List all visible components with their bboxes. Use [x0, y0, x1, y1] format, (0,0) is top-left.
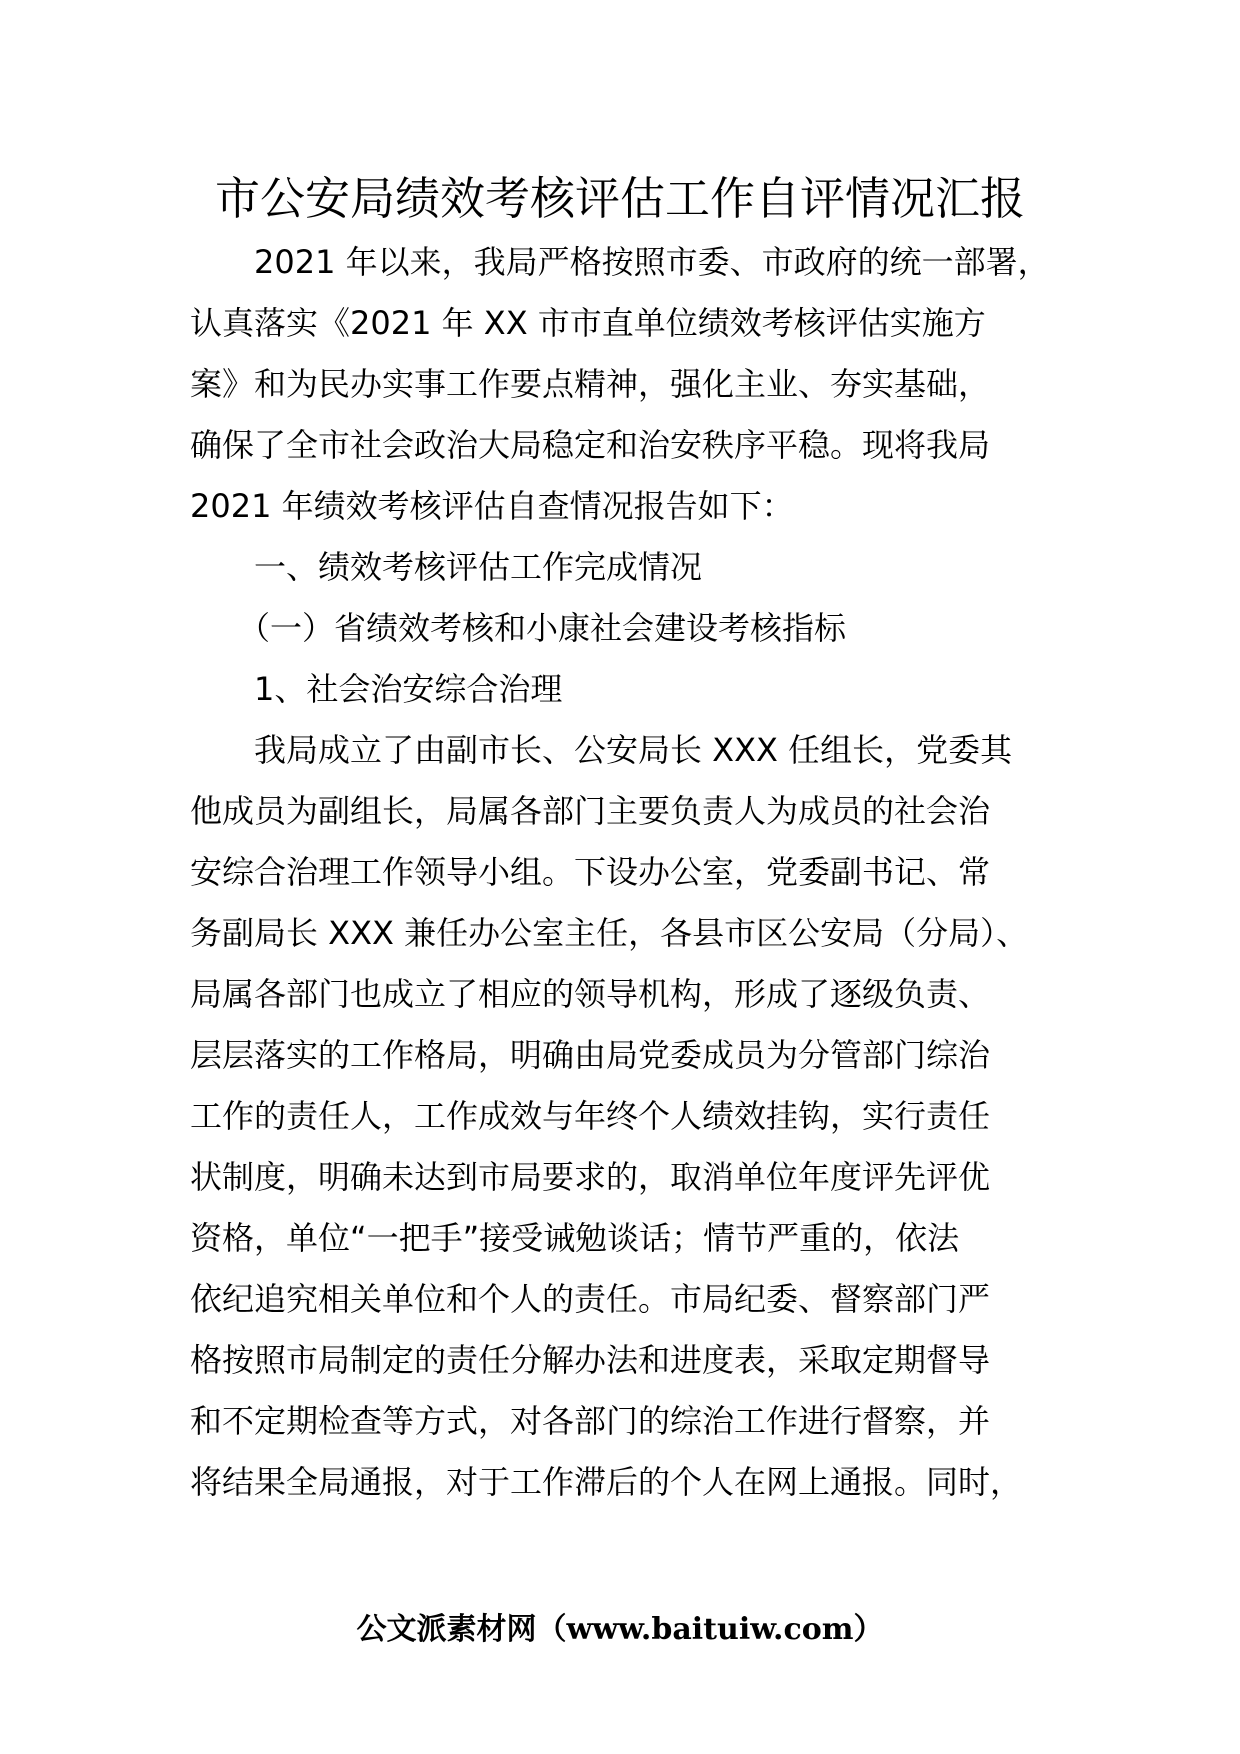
- body-line: 他成员为副组长，局属各部门主要负责人为成员的社会治: [190, 792, 991, 830]
- body-line: 状制度，明确未达到市局要求的，取消单位年度评先评优: [190, 1158, 991, 1196]
- body-line: 局属各部门也成立了相应的领导机构，形成了逐级负责、: [190, 975, 991, 1013]
- body-line: 2021 年以来，我局严格按照市委、市政府的统一部署，: [190, 243, 1050, 281]
- body-line: 资格，单位“一把手”接受诫勉谈话；情节严重的，依法: [190, 1219, 960, 1257]
- body-line: 2021 年绩效考核评估自查情况报告如下：: [190, 487, 794, 525]
- body-line: 认真落实《2021 年 XX 市市直单位绩效考核评估实施方: [190, 304, 986, 342]
- body-line: 我局成立了由副市长、公安局长 XXX 任组长，党委其: [190, 731, 1013, 769]
- subsection-heading: （一）省绩效考核和小康社会建设考核指标: [190, 609, 847, 647]
- body-line: 安综合治理工作领导小组。下设办公室，党委副书记、常: [190, 853, 991, 891]
- body-line: 格按照市局制定的责任分解办法和进度表，采取定期督导: [190, 1341, 991, 1379]
- body-line: 确保了全市社会政治大局稳定和治安秩序平稳。现将我局: [190, 426, 991, 464]
- watermark-footer: 公文派素材网（www.baituiw.com）: [356, 1612, 884, 1647]
- body-line: 工作的责任人，工作成效与年终个人绩效挂钩，实行责任: [190, 1097, 991, 1135]
- body-line: 依纪追究相关单位和个人的责任。市局纪委、督察部门严: [190, 1280, 991, 1318]
- body-line: 案》和为民办实事工作要点精神，强化主业、夯实基础，: [190, 365, 991, 403]
- document-title: 市公安局绩效考核评估工作自评情况汇报: [214, 172, 1025, 225]
- body-line: 层层落实的工作格局，明确由局党委成员为分管部门综治: [190, 1036, 991, 1074]
- body-line: 和不定期检查等方式，对各部门的综治工作进行督察，并: [190, 1402, 991, 1440]
- body-line: 将结果全局通报，对于工作滞后的个人在网上通报。同时，: [190, 1463, 1023, 1501]
- section-heading: 一、绩效考核评估工作完成情况: [190, 548, 703, 586]
- item-heading: 1、社会治安综合治理: [190, 670, 563, 708]
- body-line: 务副局长 XXX 兼任办公室主任，各县市区公安局（分局）、: [190, 914, 1029, 952]
